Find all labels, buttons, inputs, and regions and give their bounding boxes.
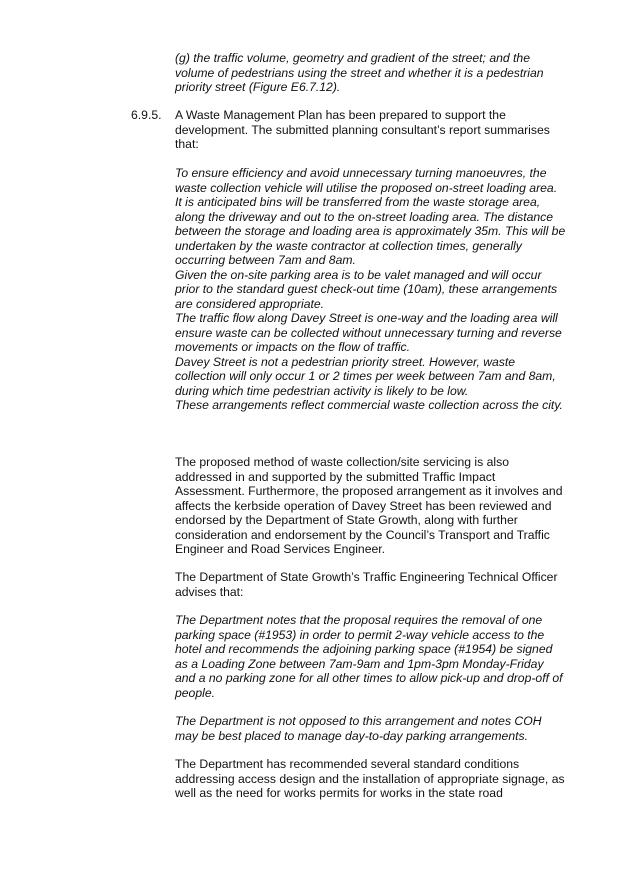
- quote-line: It is anticipated bins will be transferred from the waste storage area, along the driveway and out to the on-street loading area. The distance between the storage and loading area is approximately 35m. This will be undertaken by the waste contractor at collection times, generally occurring between 7am and 8am.: [175, 195, 566, 267]
- dsg-quote-2: [175, 714, 567, 743]
- conditions-text: The Department has recommended several standard conditions addressing access design and the installation of appropriate signage, as well as the need for works permits for works in the state road: [175, 757, 565, 800]
- section-number: 6.9.5.: [131, 108, 162, 122]
- consultant-quote: [175, 166, 567, 413]
- waste-method-paragraph: [175, 455, 567, 557]
- dsg-intro-paragraph: [175, 570, 567, 599]
- section-intro-paragraph: A Waste Management Plan has been prepared to support the development. The submitted planning consultant’s report summarises that:: [175, 108, 550, 151]
- dsg-quote-1-text: The Department notes that the proposal requires the removal of one parking space (#1953) in order to permit 2-way vehicle access to the hotel and recommends the adjoining parking space (#1954) be signed as a Loading Zone between 7am-9am and 1pm-3pm Monday-Friday and a no parking zone for all other times to allow pick-up and drop-off of people.: [175, 613, 563, 700]
- item-g-text: [175, 51, 567, 95]
- quote-line: These arrangements reflect commercial waste collection across the city.: [175, 398, 563, 412]
- dsg-quote-2-text: The Department is not opposed to this arrangement and notes COH may be best placed to manage day-to-day parking arrangements.: [175, 714, 542, 743]
- dsg-quote-1: [175, 613, 567, 700]
- waste-method-text: The proposed method of waste collection/site servicing is also addressed in and supported by the submitted Traffic Impact Assessment. Furthermore, the proposed arrangement as it involves and affects the kerbside operation of Davey Street has been reviewed and endorsed by the Department of State Growth, along with further consideration and endorsement by the Council’s Transport and Traffic Engineer and Road Services Engineer.: [175, 455, 563, 556]
- item-g-paragraph: (g) the traffic volume, geometry and gradient of the street; and the volume of pedestrians using the street and whether it is a pedestrian priority street (Figure E6.7.12).: [175, 51, 544, 94]
- section-intro: [175, 108, 567, 152]
- conditions-paragraph: [175, 757, 567, 801]
- dsg-intro-text: The Department of State Growth’s Traffic Engineering Technical Officer advises that:: [175, 570, 558, 599]
- quote-line: Davey Street is not a pedestrian priority street. However, waste collection will only occur 1 or 2 times per week between 7am and 8am, during which time pedestrian activity is likely to be low.: [175, 354, 556, 398]
- quote-line: The traffic flow along Davey Street is one-way and the loading area will ensure waste can be collected without unnecessary turning and reverse movements or impacts on the flow of traffic.: [175, 311, 562, 354]
- quote-line: Given the on-site parking area is to be valet managed and will occur prior to the standard guest check-out time (10am), these arrangements are considered appropriate.: [175, 267, 558, 311]
- quote-line: To ensure efficiency and avoid unnecessary turning manoeuvres, the waste collection vehicle will utilise the proposed on-street loading area.: [175, 166, 558, 195]
